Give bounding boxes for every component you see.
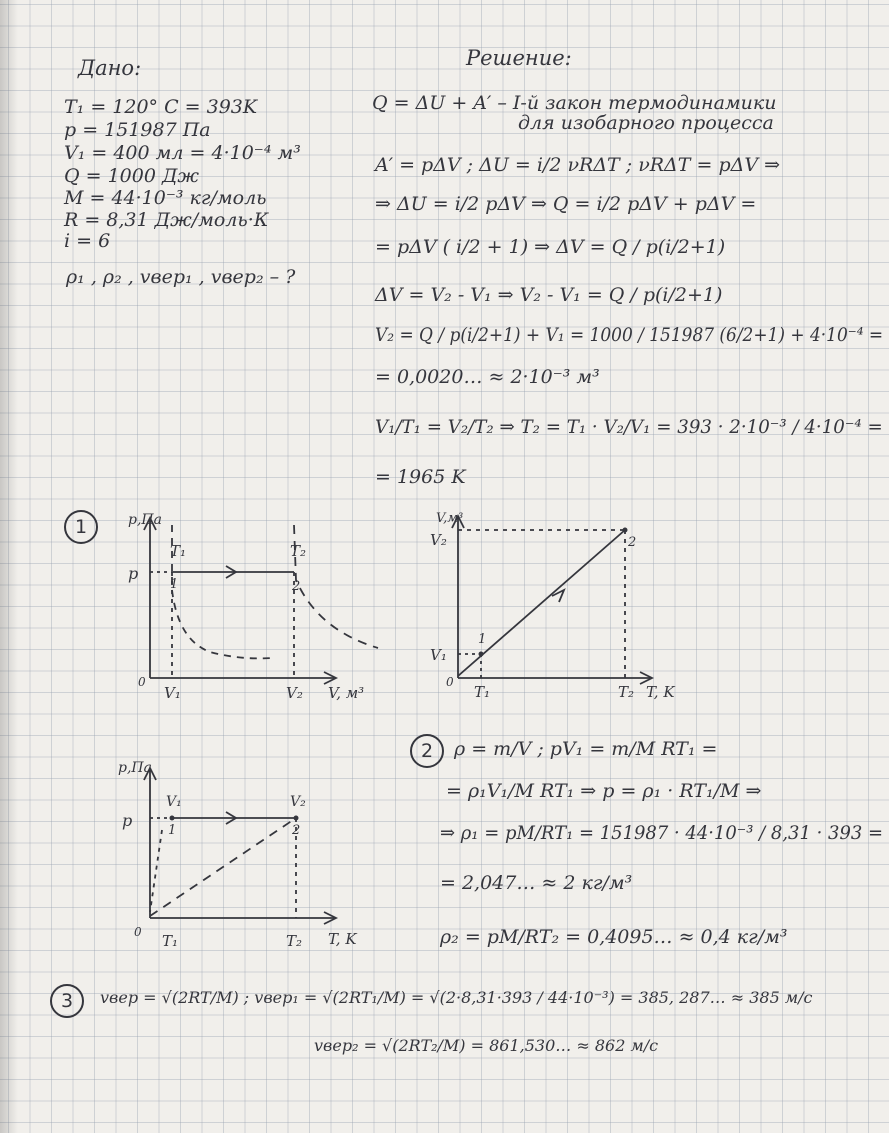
pt-t1-label: T₁	[162, 932, 179, 950]
given-line: M = 44·10⁻³ кг/моль	[64, 187, 267, 209]
vt-point1: 1	[478, 632, 487, 647]
pv-origin: 0	[138, 675, 146, 689]
vt-v2-label: V₂	[430, 531, 447, 549]
pv-p-label: p	[128, 564, 139, 583]
part2-line: ρ₂ = pM/RT₂ = 0,4095… ≈ 0,4 кг/м³	[440, 926, 788, 948]
pt-point1: 1	[168, 823, 177, 838]
vt-origin: 0	[446, 675, 454, 689]
pt-v1-label: V₁	[166, 794, 182, 810]
pv-v2-label: V₂	[286, 684, 303, 702]
section-marker-1: 1	[64, 510, 98, 544]
vt-x-label: T, K	[646, 683, 675, 701]
given-line: i = 6	[64, 230, 111, 252]
vt-t2-label: T₂	[618, 683, 635, 701]
part2-line: = ρ₁V₁/M RT₁ ⇒ p = ρ₁ · RT₁/M ⇒	[446, 780, 762, 802]
pv-y-label: p,Па	[128, 512, 162, 528]
pt-isochore-v1	[150, 830, 162, 912]
part3-line: vвер = √(2RT/M) ; vвер₁ = √(2RT₁/M) = √(2·8,31·393 / 44·10⁻³) = 385, 287… ≈ 385 м/с	[100, 988, 813, 1007]
pv-point1: 1	[170, 577, 179, 592]
pt-v2-label: V₂	[290, 794, 306, 810]
vt-v1-label: V₁	[430, 646, 447, 664]
solution-line: V₂ = Q / p(i/2+1) + V₁ = 1000 / 151987 (6/2+1) + 4·10⁻⁴ =	[375, 324, 884, 346]
pt-point1-dot	[170, 816, 175, 821]
vt-t1-label: T₁	[474, 683, 491, 701]
pt-x-label: T, K	[328, 930, 357, 948]
pv-isotherm-t1	[172, 525, 272, 658]
pv-x-label: V, м³	[328, 684, 365, 702]
vt-point2-dot	[623, 528, 628, 533]
given-line: p = 151987 Па	[64, 119, 211, 141]
section-marker-3: 3	[50, 984, 84, 1018]
solution-line: ⇒ ΔU = i/2 pΔV ⇒ Q = i/2 pΔV + pΔV =	[375, 193, 757, 215]
solution-line: A′ = pΔV ; ΔU = i/2 νRΔT ; νRΔT = pΔV ⇒	[375, 154, 781, 176]
solution-line: для изобарного процесса	[518, 112, 774, 134]
vt-y-label: V,м³	[436, 511, 464, 526]
pv-t2-label: T₂	[290, 542, 307, 560]
given-line: V₁ = 400 мл = 4·10⁻⁴ м³	[64, 142, 301, 164]
solution-line: = 1965 K	[375, 466, 466, 488]
part2-line: ρ = m/V ; pV₁ = m/M RT₁ =	[454, 738, 718, 760]
section-marker-2: 2	[410, 734, 444, 768]
solution-line: ΔV = V₂ - V₁ ⇒ V₂ - V₁ = Q / p(i/2+1)	[375, 284, 723, 306]
pv-isotherm-t2	[294, 525, 378, 648]
pt-point2: 2	[292, 823, 301, 838]
solution-line: = 0,0020… ≈ 2·10⁻³ м³	[375, 366, 600, 388]
find-line: ρ₁ , ρ₂ , vвер₁ , vвер₂ – ?	[66, 266, 296, 288]
solution-heading: Решение:	[466, 46, 572, 70]
vt-point2: 2	[628, 535, 637, 550]
pv-t1-label: T₁	[170, 542, 187, 560]
pt-origin: 0	[134, 925, 142, 939]
pv-v1-label: V₁	[164, 684, 181, 702]
vt-point1-dot	[479, 652, 484, 657]
part2-line: = 2,047… ≈ 2 кг/м³	[440, 872, 633, 894]
pt-point2-dot	[294, 816, 299, 821]
pt-p-label: p	[122, 811, 133, 830]
pt-y-label: p,Па	[118, 760, 152, 776]
pt-t2-label: T₂	[286, 932, 303, 950]
solution-line: V₁/T₁ = V₂/T₂ ⇒ T₂ = T₁ · V₂/V₁ = 393 · 2·10⁻³ / 4·10⁻⁴ =	[375, 416, 883, 438]
part3-line: vвер₂ = √(2RT₂/M) = 861,530… ≈ 862 м/с	[314, 1036, 659, 1055]
given-heading: Дано:	[78, 56, 142, 80]
given-line: T₁ = 120° C = 393K	[64, 96, 258, 118]
given-line: R = 8,31 Дж/моль·К	[64, 209, 269, 231]
pv-point2: 2	[292, 579, 301, 594]
given-line: Q = 1000 Дж	[64, 165, 200, 187]
solution-line: = pΔV ( i/2 + 1) ⇒ ΔV = Q / p(i/2+1)	[375, 236, 726, 258]
solution-line: Q = ΔU + A′ – I-й закон термодинамики	[372, 92, 777, 114]
part2-line: ⇒ ρ₁ = pM/RT₁ = 151987 · 44·10⁻³ / 8,31 · 393 =	[440, 822, 884, 844]
